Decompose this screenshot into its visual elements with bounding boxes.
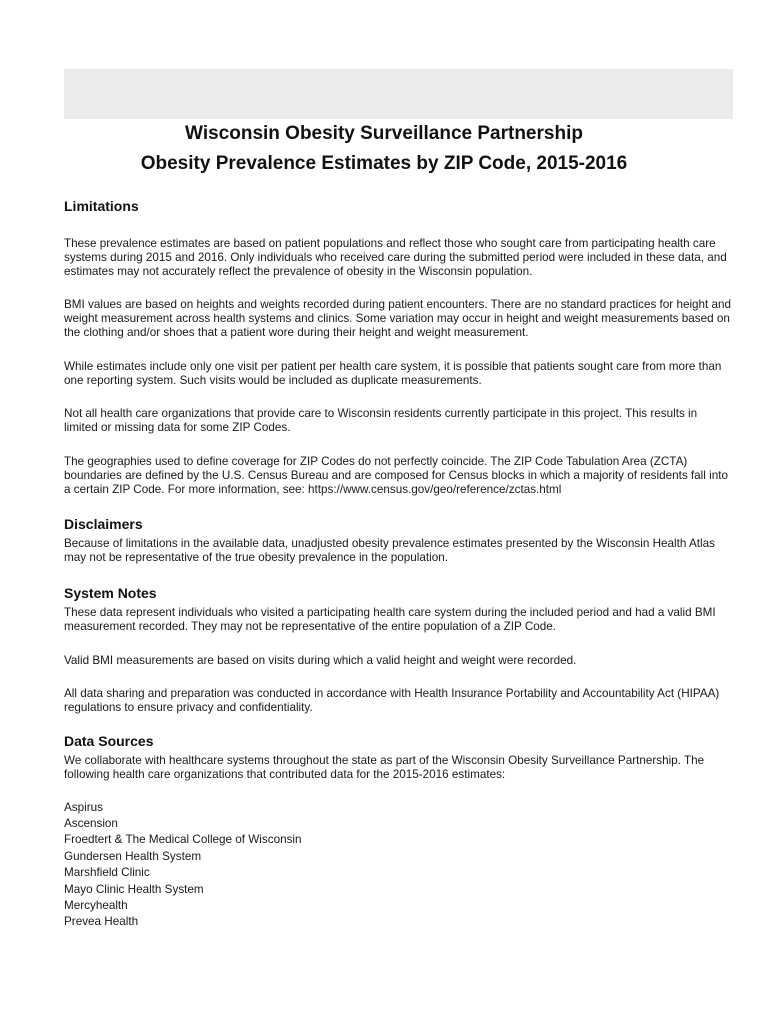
disclaimers-heading: Disclaimers [64,516,143,533]
document-body [64,196,734,931]
list-item: Ascension [64,816,118,830]
system-notes-paragraph: These data represent individuals who visited a participating health care system during the included period and had a valid BMI measurement recorded. They may not be representative of the entire population of a ZIP Code. [64,605,716,633]
limitations-paragraph: These prevalence estimates are based on patient populations and reflect those who sought care from participating health care systems during 2015 and 2016. Only individuals who received care during the submitted period were included in these data, and estimates may not accurately reflect the prevalence of obesity in the Wisconsin population. [64,237,727,278]
data-sources-section [64,731,734,931]
limitations-paragraph: BMI values are based on heights and weights recorded during patient encounters. There are no standard practices for height and weight measurement across health systems and clinics. Some variation may occur in height and weight measurements based on the clothing and/or shoes that a patient wore during their height and weight measurement. [64,298,732,339]
limitations-paragraph: Not all health care organizations that provide care to Wisconsin residents currently participate in this project. This results in limited or missing data for some ZIP Codes. [64,407,698,435]
header-band [64,69,733,119]
list-item: Prevea Health [64,915,139,929]
disclaimers-paragraph: Because of limitations in the available data, unadjusted obesity prevalence estimates presented by the Wisconsin Health Atlas may not be representative of the true obesity prevalence in the population. [64,537,715,565]
document-subtitle: Obesity Prevalence Estimates by ZIP Code, 2015-2016 [140,153,628,174]
list-item: Mercyhealth [64,898,128,912]
system-notes-heading: System Notes [64,584,157,601]
limitations-heading: Limitations [64,198,139,214]
limitations-paragraph: The geographies used to define coverage for ZIP Codes do not perfectly coincide. The ZIP Code Tabulation Area (ZCTA) boundaries are defined by the U.S. Census Bureau and are composed for Census blocks in which a majority of residents fall into a certain ZIP Code. For more information, see: https://www.census.gov/geo/reference/zctas.html [64,454,728,496]
list-item: Froedtert & The Medical College of Wisconsin [64,833,302,847]
disclaimers-section [64,514,734,565]
document-title: Wisconsin Obesity Surveillance Partnership [185,123,583,144]
organization-list [64,800,734,931]
list-item: Marshfield Clinic [64,866,150,880]
data-sources-intro: We collaborate with healthcare systems throughout the state as part of the Wisconsin Obesity Surveillance Partnership. The following health care organizations that contributed data for the 2015-2016 estimates: [64,753,705,781]
list-item: Mayo Clinic Health System [64,882,204,896]
system-notes-section [64,583,734,715]
list-item: Aspirus [64,800,103,814]
list-item: Gundersen Health System [64,849,202,863]
system-notes-paragraph: Valid BMI measurements are based on visits during which a valid height and weight were recorded. [64,653,577,667]
limitations-paragraph: While estimates include only one visit per patient per health care system, it is possible that patients sought care from more than one reporting system. Such visits would be included as duplicate measurements. [64,359,722,387]
system-notes-paragraph: All data sharing and preparation was conducted in accordance with Health Insurance Portability and Accountability Act (HIPAA) regulations to ensure privacy and confidentiality. [64,687,720,715]
data-sources-heading: Data Sources [64,732,154,749]
limitations-section [64,196,734,496]
